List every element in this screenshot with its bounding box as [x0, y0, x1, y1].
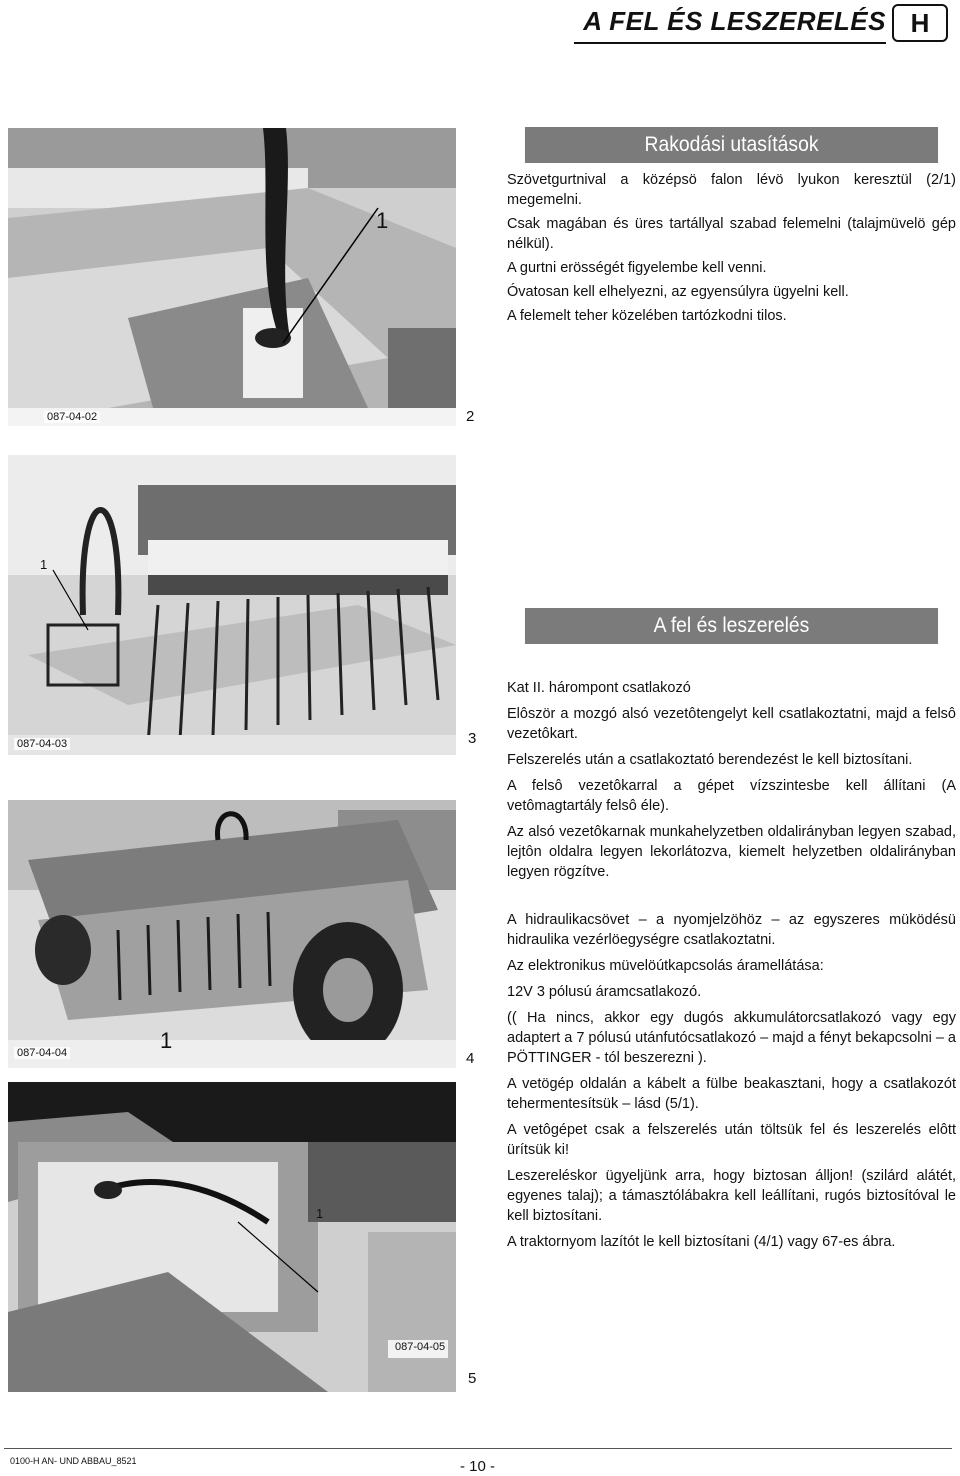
figure-3-photo [8, 455, 456, 755]
figure-2-photo [8, 128, 456, 426]
paragraph: A felsô vezetôkarral a gépet vízszintesbe kell állítani (A vetômagtartály felsô éle). [507, 778, 956, 814]
section-mounting-text [507, 678, 956, 888]
figure-5-photo [8, 1082, 456, 1392]
paragraph: Óvatosan kell elhelyezni, az egyensúlyra ügyelni kell. [507, 284, 849, 300]
section-letter-badge: H [892, 4, 948, 42]
paragraph: Leszereléskor ügyeljünk arra, hogy biztosan álljon! (szilárd alátét, egyenes talaj); a támasztólábakra kell leállítani, rugós biztosítóval le kell biztosítani. [507, 1168, 956, 1224]
paragraph: Elôször a mozgó alsó vezetôtengelyt kell csatlakoztatni, majd a felsô vezetôkart. [507, 706, 956, 742]
figure-4-photo [8, 800, 456, 1068]
paragraph: A traktornyom lazítót le kell biztosítani (4/1) vagy 67-es ábra. [507, 1234, 896, 1250]
paragraph: 12V 3 pólusú áramcsatlakozó. [507, 984, 702, 1000]
figure-3-number: 3 [468, 730, 477, 747]
paragraph: Kat II. hárompont csatlakozó [507, 680, 691, 696]
header-rule [574, 42, 886, 44]
paragraph: A vetögép oldalán a kábelt a fülbe beakasztani, hogy a csatlakozót tehermentesítsük – lásd (5/1). [507, 1076, 956, 1112]
figure-2-code: 087-04-02 [44, 411, 100, 423]
footer-rule [4, 1448, 952, 1449]
figure-4-number: 4 [466, 1050, 475, 1067]
paragraph: A gurtni erösségét figyelembe kell venni. [507, 260, 767, 276]
section-heading-mounting: A fel és leszerelés [525, 608, 938, 644]
paragraph: Az alsó vezetôkarnak munkahelyzetben oldalirányban legyen szabad, lejtôn oldalra legyen lekorlátozva, kiemelt helyzetben oldalirányban legyen rögzítve. [507, 824, 956, 880]
paragraph: A vetôgépet csak a felszerelés után töltsük fel és leszerelés elôtt ürítsük ki! [507, 1122, 956, 1158]
figure-3-code: 087-04-03 [14, 738, 70, 750]
figure-2-callout: 1 [376, 208, 389, 233]
paragraph: Felszerelés után a csatlakoztató berendezést le kell biztosítani. [507, 752, 913, 768]
figure-5-code: 087-04-05 [395, 1341, 446, 1353]
page-title: A FEL ÉS LESZERELÉS [583, 6, 886, 36]
figure-5-number: 5 [468, 1370, 477, 1387]
figure-2-number: 2 [466, 408, 475, 425]
paragraph: Szövetgurtnival a középsö falon lévö lyukon keresztül (2/1) megemelni. [507, 172, 956, 208]
section-loading-text [507, 170, 956, 330]
paragraph: A felemelt teher közelében tartózkodni tilos. [507, 308, 787, 324]
paragraph: Az elektronikus müvelöútkapcsolás áramellátása: [507, 958, 824, 974]
paragraph: (( Ha nincs, akkor egy dugós akkumulátorcsatlakozó vagy egy adaptert a 7 pólusú utánfutócsatlakozó – majd a fényt bekapcsolni – a PÖTTINGER - tól beszerezni ). [507, 1010, 956, 1066]
paragraph: A hidraulikacsövet – a nyomjelzöhöz – az egyszeres müködésü hidraulika vezérlöegységre csatlakoztatni. [507, 912, 956, 948]
section-mounting-text-b [507, 910, 956, 1258]
figure-4-callout: 1 [160, 1028, 173, 1053]
figure-3-callout: 1 [40, 557, 48, 572]
section-heading-loading: Rakodási utasítások [525, 127, 938, 163]
paragraph: Csak magában és üres tartállyal szabad felemelni (talajmüvelö gép nélkül). [507, 216, 956, 252]
page-number: - 10 - [460, 1458, 496, 1475]
footer-doc-code: 0100-H AN- UND ABBAU_8521 [10, 1456, 137, 1466]
figure-4-code: 087-04-04 [14, 1047, 70, 1059]
figure-5-callout: 1 [316, 1206, 324, 1221]
